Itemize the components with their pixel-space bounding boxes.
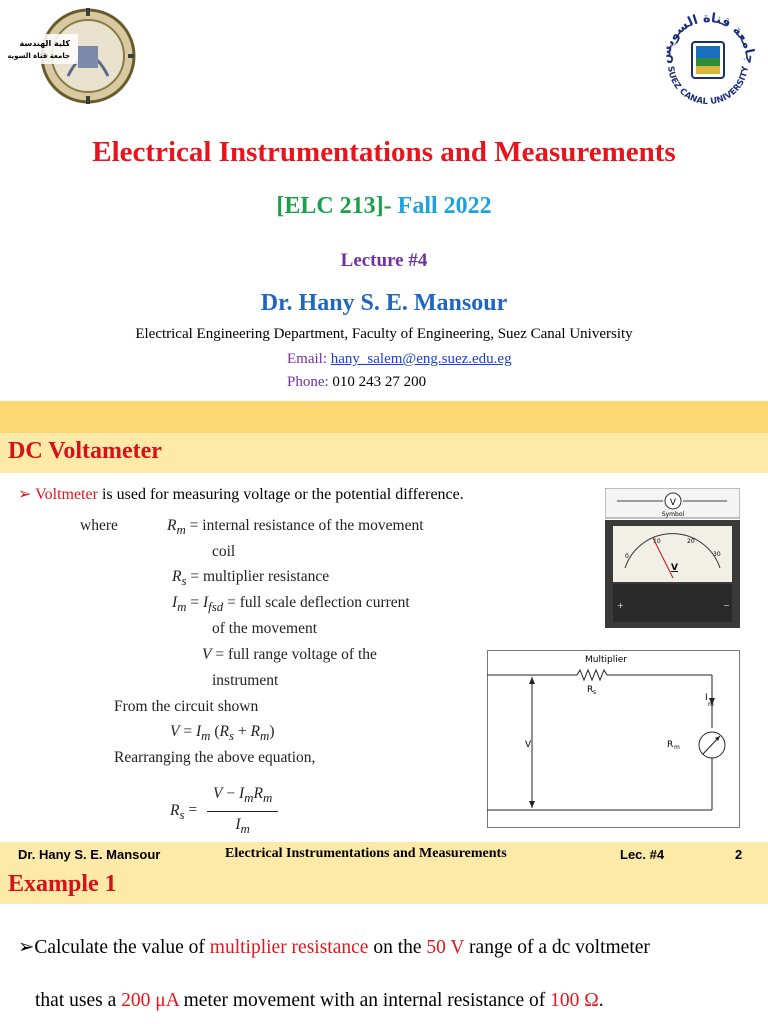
author-name: Dr. Hany S. E. Mansour [260,290,508,316]
svg-text:V: V [525,740,532,750]
slide-separator [0,401,768,433]
from-circuit-text: From the circuit shown [114,698,259,715]
bullet-highlight: Voltmeter [35,486,98,503]
highlight-range: 50 V [426,937,465,958]
svg-text:10: 10 [653,538,661,545]
svg-text:جامعة قناة السويس: جامعة قناة السويس [8,52,70,60]
im-definition-cont: of the movement [212,620,318,637]
svg-text:R: R [587,685,594,695]
phone-number: 010 243 27 200 [332,374,427,390]
email-line [287,351,512,368]
svg-text:0: 0 [625,553,629,560]
bullet-arrow-icon: ➢ [18,486,32,503]
highlight-multiplier: multiplier resistance [209,937,369,958]
footer-lecture: Lec. #4 [620,847,665,862]
phone-label: Phone: [287,374,333,390]
svg-text:جامعة قناة السويس: جامعة قناة السويس [658,10,758,65]
im-definition: $I_m = I_{fsd}$ = full scale deflection current [172,594,410,615]
svg-text:R: R [667,740,674,750]
rm-definition-cont: coil [212,543,236,560]
v-definition-cont: instrument [212,672,279,689]
rearranging-text: Rearranging the above equation, [114,749,316,766]
svg-text:s: s [593,689,597,696]
bullet-text: is used for measuring voltage or the potential difference. [97,486,464,503]
voltage-equation: $V = I_m$ $(R_s + R_m)$ [170,723,275,744]
slide-title: DC Voltameter [8,438,162,464]
example-line-2: that uses a 200 μA meter movement with an internal resistance of 100 Ω. [35,990,604,1011]
voltmeter-image [605,488,740,628]
svg-text:I: I [705,693,708,703]
bullet-voltmeter [18,484,464,504]
bullet-arrow-icon: ➢ [18,937,35,958]
course-line [0,193,768,220]
svg-text:Multiplier: Multiplier [585,655,627,665]
faculty-logo [8,6,136,106]
example-line-1: ➢Calculate the value of multiplier resistance on the 50 V range of a dc voltmeter [18,937,650,958]
svg-text:Symbol: Symbol [661,511,685,518]
phone-line [287,374,426,391]
v-definition: V = full range voltage of the [202,646,377,663]
presentation-title: Electrical Instrumentations and Measurements [92,136,676,168]
university-logo [656,8,760,112]
course-term: Fall 2022 [391,193,492,219]
email-link[interactable]: hany_salem@eng.suez.edu.eg [330,351,512,367]
where-label: where [80,517,118,534]
example-title: Example 1 [8,871,117,897]
rs-definition: $R_s$ = multiplier resistance [172,568,330,589]
svg-text:V: V [671,563,678,573]
svg-text:20: 20 [687,538,695,545]
rm-definition: $R_m$ = internal resistance of the movement [167,517,424,538]
svg-text:كلية الهندسة: كلية الهندسة [19,39,70,48]
svg-text:+: + [617,601,624,610]
highlight-current: 200 μA [121,990,179,1011]
svg-text:−: − [723,601,730,610]
footer-course: Electrical Instrumentations and Measurements [225,846,507,861]
lecture-number: Lecture #4 [340,250,428,271]
svg-text:m: m [708,701,714,708]
author-affiliation: Electrical Engineering Department, Faculty of Engineering, Suez Canal University [135,326,633,342]
footer-page-number: 2 [735,847,743,862]
highlight-resistance: 100 Ω [550,990,599,1011]
svg-text:m: m [674,744,680,751]
voltmeter-circuit-diagram [487,650,740,828]
svg-text:SUEZ CANAL UNIVERSITY: SUEZ CANAL UNIVERSITY [664,65,752,108]
email-label: Email: [287,351,331,367]
meter-symbol-icon: V [669,498,677,508]
slide-footer [0,842,768,868]
course-code: [ELC 213]- [276,193,392,219]
rs-equation: $R_s$ = $V - I_mR_m$ $I_m$ [170,781,278,841]
svg-text:30: 30 [713,551,721,558]
footer-author: Dr. Hany S. E. Mansour [18,847,161,862]
